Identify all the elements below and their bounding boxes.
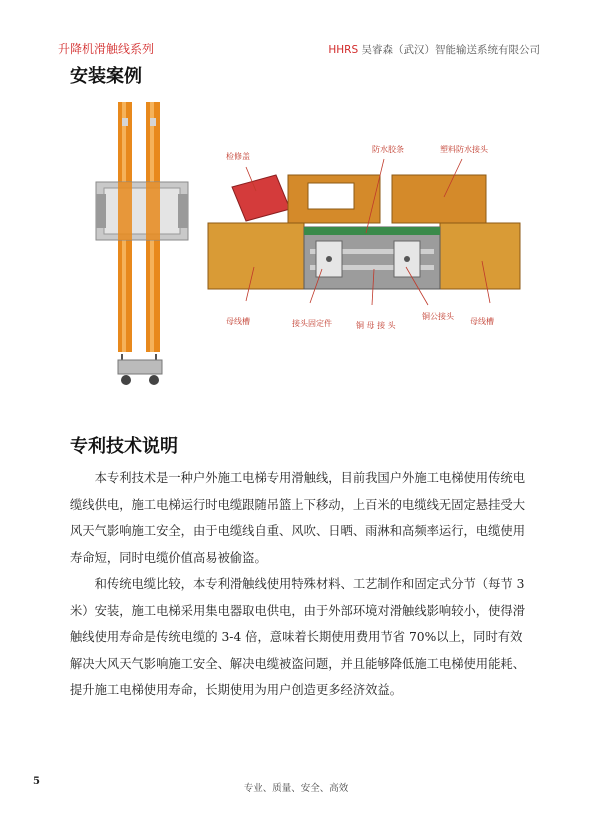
label-busbar-right: 母线槽 [470,317,494,326]
company-brand: HHRS [328,44,359,56]
page-number: 5 [33,776,40,787]
label-waterproof-strip: 防水胶条 [372,145,404,154]
busbar-joint-photo [206,137,524,325]
bolt [404,256,410,262]
wheel [149,375,159,385]
installation-section-title: 安装案例 [70,66,142,87]
collector-bracket-right [178,194,188,228]
trolley-rail-photo [92,98,192,390]
label-joint-fixing-part: 接头固定件 [292,319,332,328]
patent-section-title: 专利技术说明 [70,436,178,457]
collector-bracket-left [96,194,106,228]
company-header [328,42,540,57]
rail-cap [122,118,128,126]
rail-right-front [146,182,160,240]
label-plastic-waterproof-joint: 塑料防水接头 [440,145,488,154]
patent-paragraph-2: 和传统电缆比较，本专利滑触线使用特殊材料、工艺制作和固定式分节（每节 3 米）安装，施工电梯采用集电器取电供电，由于外部环境对滑触线影响较小，使得滑触线使用寿命是传统电缆的 3-4 倍，意味着长期使用费用节省 70%以上，同时有效解决大风天气影响施工安全、解决电缆被盗问题，并且能够降低施工电梯使用能耗、提升施工电梯使用寿命，长期使用为用户创造更多经济效益。 [70,577,525,697]
plastic-joint-box [392,175,486,223]
label-inspection-cover: 检修盖 [226,152,250,161]
footer-slogan: 专业、质量、安全、高效 [243,783,349,794]
wheel [121,375,131,385]
rail-cap [150,118,156,126]
patent-paragraph-1: 本专利技术是一种户外施工电梯专用滑触线，目前我国户外施工电梯使用传统电缆线供电，施工电梯运行时电缆跟随吊篮上下移动，上百米的电缆线无固定悬挂受大风天气影响施工安全，由于电缆线自重、风吹、日晒、雨淋和高频率运行，电缆使用寿命短，同时电缆价值高易被偷盗。 [70,471,525,565]
bolt [326,256,332,262]
busbar-right-shape [440,223,520,289]
label-copper-female-joint: 铜 母 接 头 [356,321,396,330]
busbar-left-shape [208,223,304,289]
label-copper-male-joint: 铜公接头 [422,312,454,321]
joint-window [308,183,354,209]
company-name: 吴睿森（武汉）智能输送系统有限公司 [361,44,540,56]
bottom-clamp [118,360,162,374]
waterproof-strip-shape [304,227,440,235]
label-busbar-left: 母线槽 [226,317,250,326]
rail-left-front [118,182,132,240]
series-title: 升降机滑触线系列 [58,42,155,56]
collector-plate [104,188,180,234]
